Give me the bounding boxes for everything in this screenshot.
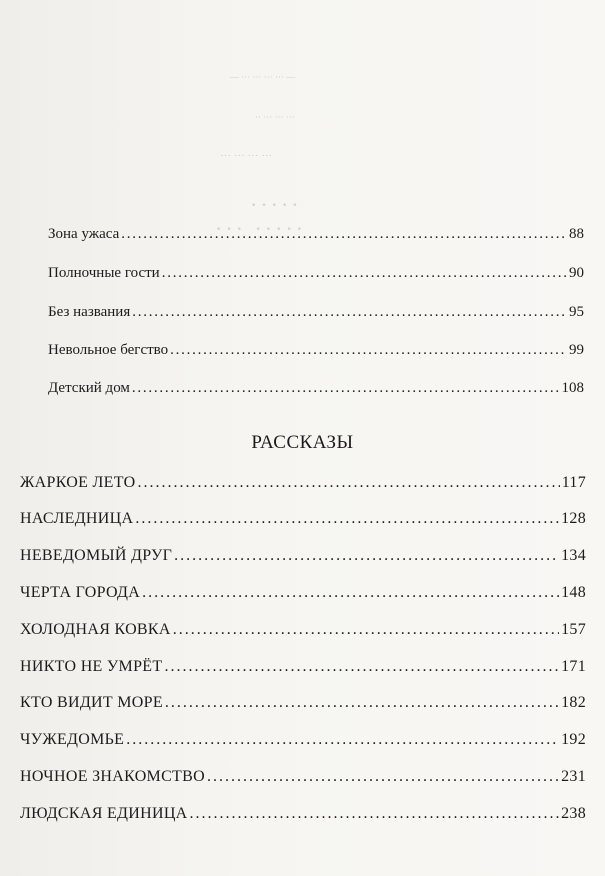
toc-entry-page: 108: [561, 380, 584, 396]
leader-dots: [142, 584, 559, 602]
toc-entry-page: 157: [561, 621, 586, 638]
toc-entry-page: 148: [561, 584, 586, 601]
toc-entry[interactable]: [20, 731, 586, 749]
toc-entry-page: 117: [561, 474, 586, 491]
toc-entry-title: КТО ВИДИТ МОРЕ: [20, 694, 163, 711]
leader-dots: [173, 621, 559, 639]
toc-entry-page: 231: [561, 768, 586, 785]
leader-dots: [137, 474, 559, 492]
toc-entry-title: ЖАРКОЕ ЛЕТО: [20, 474, 136, 491]
toc-entry[interactable]: [48, 342, 584, 359]
toc-entry-page: 99: [569, 342, 584, 358]
leader-dots: [170, 342, 567, 359]
toc-entry-title: ЧЕРТА ГОРОДА: [20, 584, 141, 601]
toc-entry[interactable]: [48, 304, 584, 321]
toc-entry[interactable]: [20, 805, 586, 823]
toc-entry-title: НОЧНОЕ ЗНАКОМСТВО: [20, 768, 205, 785]
toc-entry-page: 171: [561, 658, 586, 675]
leader-dots: [207, 768, 559, 786]
toc-entry-page: 134: [561, 547, 586, 564]
ghost-text: ··· ··· ··· ···: [220, 150, 273, 162]
toc-entry-title: Зона ужаса: [48, 226, 120, 242]
leader-dots: [165, 694, 559, 712]
ghost-text: — ··· ··· ··· ··· —: [230, 72, 296, 82]
toc-entry[interactable]: [20, 768, 586, 786]
toc-entry[interactable]: [20, 694, 586, 712]
leader-dots: [190, 805, 560, 823]
toc-entry[interactable]: [48, 380, 584, 397]
toc-entry[interactable]: [20, 658, 586, 676]
toc-entry[interactable]: [20, 510, 586, 528]
toc-entry[interactable]: [20, 547, 586, 565]
toc-entry-title: ХОЛОДНАЯ КОВКА: [20, 621, 171, 638]
toc-entry-page: 238: [561, 805, 586, 822]
toc-entry-title: Полночные гости: [48, 265, 160, 281]
toc-entry[interactable]: [20, 584, 586, 602]
leader-dots: [174, 547, 559, 565]
leader-dots: [135, 510, 559, 528]
toc-entry-title: Детский дом: [48, 380, 130, 396]
toc-entry-page: 88: [569, 226, 584, 242]
toc-entry-title: ЛЮДСКАЯ ЕДИНИЦА: [20, 805, 188, 822]
toc-entry-page: 95: [569, 304, 584, 320]
ghost-text: ··· ·····: [215, 216, 307, 241]
leader-dots: [164, 658, 559, 676]
leader-dots: [132, 304, 567, 321]
toc-entry-title: НАСЛЕДНИЦА: [20, 510, 134, 527]
toc-entry-page: 192: [561, 731, 586, 748]
leader-dots: [121, 226, 567, 243]
toc-entry[interactable]: [48, 265, 584, 282]
toc-entry-title: Невольное бегство: [48, 342, 169, 358]
ghost-text: ·· ··· ··· ···: [255, 112, 295, 122]
leader-dots: [126, 731, 559, 749]
toc-entry-title: НЕВЕДОМЫЙ ДРУГ: [20, 547, 173, 564]
toc-entry[interactable]: [20, 621, 586, 639]
toc-entry-title: НИКТО НЕ УМРЁТ: [20, 658, 163, 675]
toc-entry[interactable]: [48, 226, 584, 243]
leader-dots: [162, 265, 567, 282]
toc-entry-title: ЧУЖЕДОМЬЕ: [20, 731, 125, 748]
toc-entry-page: 128: [561, 510, 586, 527]
toc-entry[interactable]: [20, 474, 586, 492]
leader-dots: [132, 380, 560, 397]
section-heading: РАССКАЗЫ: [251, 432, 354, 453]
toc-entry-page: 90: [569, 265, 584, 281]
toc-entry-title: Без названия: [48, 304, 131, 320]
ghost-text: ·····: [250, 192, 302, 217]
toc-entry-page: 182: [561, 694, 586, 711]
